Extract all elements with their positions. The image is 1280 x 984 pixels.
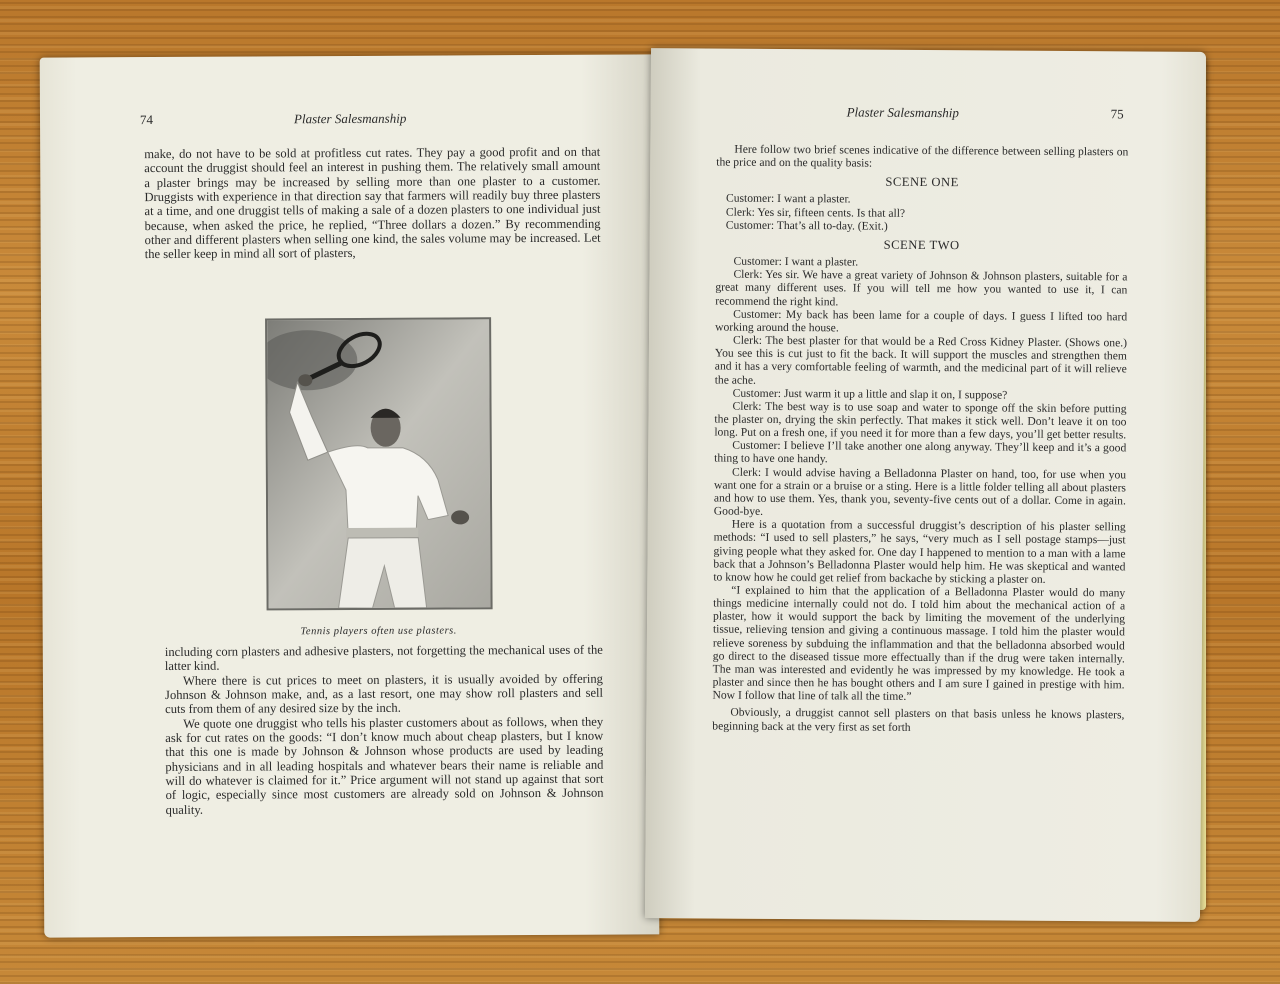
closing-paragraph: Obviously, a druggist cannot sell plasters on that basis unless he knows plasters, beginning back at the very first as set forth	[712, 706, 1125, 734]
scene-two-paragraph: Customer: I believe I’ll take another one along anyway. They’ll keep and it’s a good thing to have one handy.	[714, 438, 1127, 466]
dialog-line: Customer: I want a plaster.	[725, 192, 851, 206]
scene-two-paragraph: Clerk: The best way is to use soap and water to sponge off the skin before putting the plaster on, drying the skin perfectly. That makes it stick well. Don’t leave it on too long. Put on a fresh one, if you need it for more than a few days, you’ll get better results.	[714, 399, 1127, 442]
tennis-player-photo	[265, 317, 493, 610]
scene-two-paragraph: “I explained to him that the application of a Belladonna Plaster would do many things medicine internally could not do. I told him about the mechanical action of a plaster, how it would support the back by limiting the movement of the underlying tissue, relieving tension and giving a continuous massage. I told him the plaster would relieve soreness by subduing the inflammation and that the belladonna absorbed would go direct to the diseased tissue more effectually than if the drug were taken internally. The man was interested and evidently he was impressed by my knowledge. He took a plaster and since then he has bought others and I am sure I gained in prestige with him. Now I follow that line of talk all the time.”	[712, 583, 1126, 704]
dialog-line: Customer: That’s all to-day. (Exit.)	[725, 218, 888, 233]
left-top-text	[144, 145, 601, 262]
scene-two-paragraph: Clerk: I would advise having a Belladonna Plaster on hand, too, for use when you want one for a strain or a bruise or a sting. Here is a little folder telling all about plasters and how to use them. Yes, thank you, seventy-five cents out of a dollar. Come in again. Good-bye.	[713, 465, 1127, 518]
left-running-head: Plaster Salesmanship	[293, 110, 407, 127]
right-running-head: Plaster Salesmanship	[846, 104, 959, 121]
scene-two-paragraph: Customer: Just warm it up a little and slap it on, I suppose?	[732, 386, 1008, 402]
dialog-line: Clerk: Yes sir, fifteen cents. Is that all?	[725, 205, 906, 220]
tennis-player-illustration	[267, 319, 491, 608]
scene-two-paragraph: Here is a quotation from a successful druggist’s description of his plaster selling methods: “I used to sell plasters,” he says, “very much as I sell postage stamps—just giving people what they asked for. One day I happened to mention to a man with a lame back that a Johnson’s Belladonna Plaster would help him. He was skeptical and wanted to know how he could get relief from backache by sticking a plaster on.	[713, 517, 1126, 586]
left-paragraph: including corn plasters and adhesive plasters, not forgetting the mechanical uses of the latter kind.	[164, 642, 603, 674]
left-top-paragraph: make, do not have to be sold at profitless cut rates. They pay a good profit and on that account the druggist should feel an interest in pushing them. The relatively small amount a plaster brings may be increased by selling more than one plaster to a customer. Druggists with experience in that direction say that farmers will readily buy three plasters at a time, and one druggist tells of making a sale of a dozen plasters to one individual just because, when asked the price, he replied, “Three dollars a dozen.” By recommending other and different plasters when selling one kind, the sales volume may be increased. Let the seller keep in mind all sort of plasters,	[144, 144, 601, 262]
scene-two-paragraph: Customer: My back has been lame for a couple of days. I guess I lifted too hard working around the house.	[715, 307, 1128, 335]
scene-two-paragraph: Clerk: The best plaster for that would be a Red Cross Kidney Plaster. (Shows one.) You see this is cut just to fit the back. It will support the muscles and strengthen them and it has a very comfortable feeling of warmth, and the medicinal part of it will relieve the ache.	[714, 333, 1128, 387]
right-text	[712, 143, 1128, 736]
scene-one-title: SCENE ONE	[885, 175, 959, 190]
intro-paragraph: Here follow two brief scenes indicative of the difference between selling plasters on the price and on the quality basis:	[716, 142, 1129, 170]
left-paragraph: Where there is cut prices to meet on plasters, it is usually avoided by offering Johnson & Johnson make, and, as a last resort, one may show roll plasters and sell cuts from them of any desired size by the inch.	[165, 671, 604, 717]
left-bottom-text	[165, 643, 604, 817]
left-page	[40, 54, 660, 937]
scene-two-paragraph: Customer: I want a plaster.	[733, 254, 859, 269]
right-page	[645, 48, 1206, 922]
scene-two-title: SCENE TWO	[883, 237, 960, 253]
left-paragraph: We quote one druggist who tells his plaster customers about as follows, when they ask for cut rates on the goods: “I don’t know much about cheap plasters, but I know that this one is made by Johnson & Johnson whose products are used by leading physicians and in all leading hospitals and whatever bears their name is reliable and will do whatever is claimed for it.” Price argument will not stand up against that sort of logic, especially since most customers are already sold on Johnson & Johnson quality.	[165, 714, 604, 817]
right-page-number: 75	[1110, 106, 1124, 122]
scene-two-paragraph: Clerk: Yes sir. We have a great variety of Johnson & Johnson plasters, suitable for a great many different uses. If you will tell me how you wanted to use it, I can recommend the right kind.	[715, 267, 1128, 308]
photo-caption: Tennis players often use plasters.	[300, 625, 457, 638]
left-page-number: 74	[139, 112, 154, 128]
